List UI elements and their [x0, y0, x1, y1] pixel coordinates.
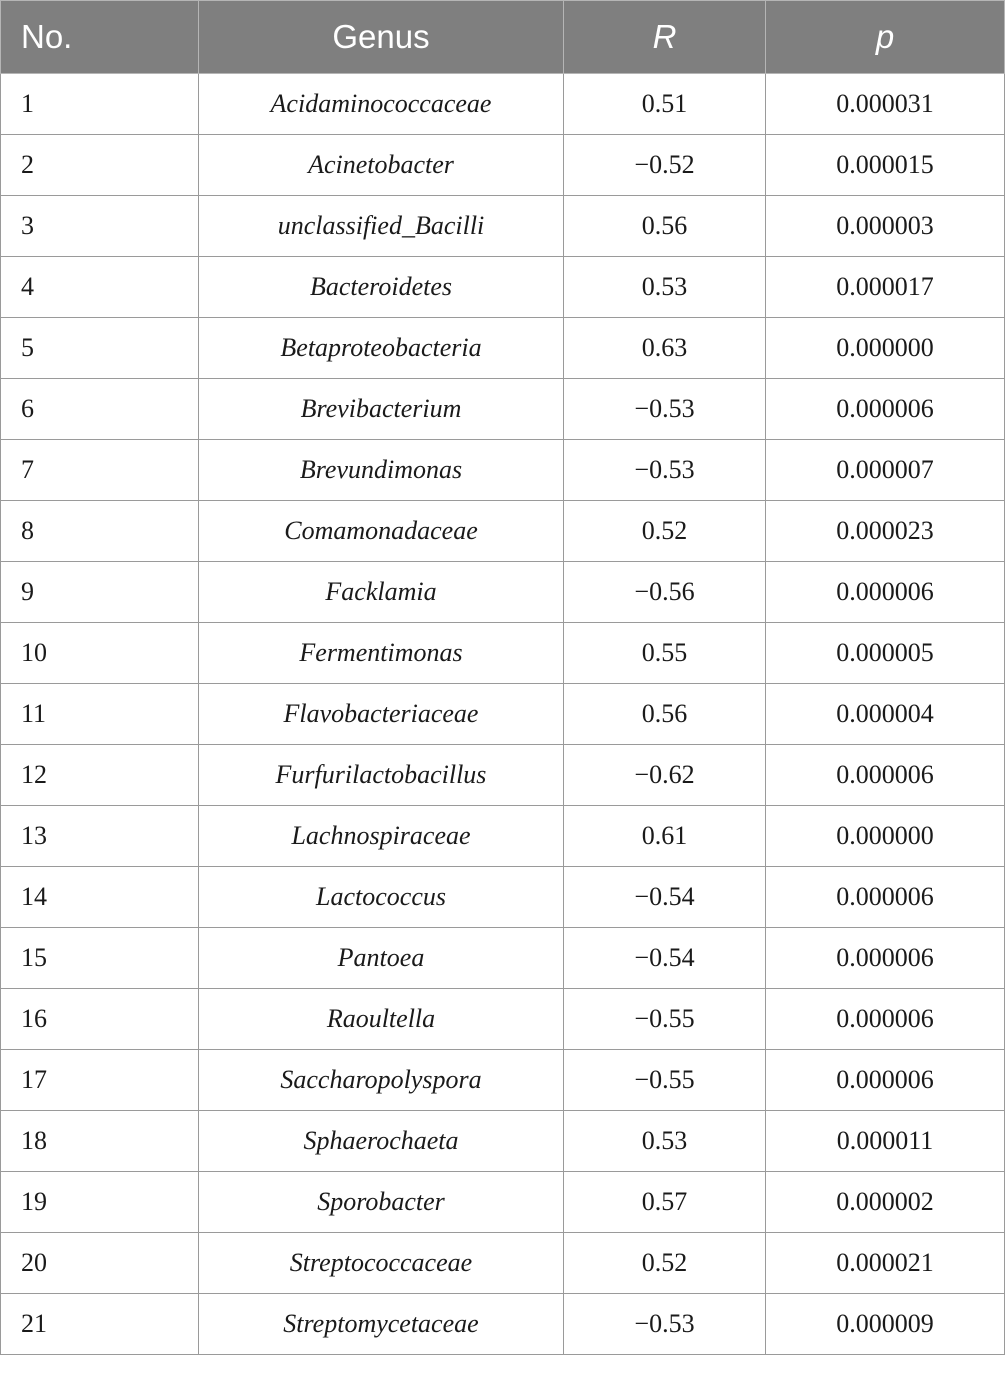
- p-value-cell: 0.000004: [766, 684, 1005, 745]
- header-genus: Genus: [199, 1, 564, 74]
- row-number-cell: 17: [1, 1050, 199, 1111]
- p-value-cell: 0.000006: [766, 379, 1005, 440]
- p-value-cell: 0.000006: [766, 989, 1005, 1050]
- genus-cell: Flavobacteriaceae: [199, 684, 564, 745]
- table-row: [1, 989, 1005, 1050]
- r-value-cell: 0.55: [564, 623, 766, 684]
- row-number-cell: 2: [1, 135, 199, 196]
- r-value-cell: 0.51: [564, 74, 766, 135]
- header-row: [1, 1, 1005, 74]
- p-value-cell: 0.000006: [766, 1050, 1005, 1111]
- genus-cell: Acidaminococcaceae: [199, 74, 564, 135]
- r-value-cell: −0.53: [564, 440, 766, 501]
- row-number-cell: 16: [1, 989, 199, 1050]
- table-row: [1, 562, 1005, 623]
- p-value-cell: 0.000021: [766, 1233, 1005, 1294]
- table-row: [1, 623, 1005, 684]
- row-number-cell: 5: [1, 318, 199, 379]
- r-value-cell: −0.54: [564, 867, 766, 928]
- row-number-cell: 18: [1, 1111, 199, 1172]
- row-number-cell: 11: [1, 684, 199, 745]
- r-value-cell: 0.53: [564, 257, 766, 318]
- r-value-cell: 0.61: [564, 806, 766, 867]
- table-row: [1, 196, 1005, 257]
- p-value-cell: 0.000003: [766, 196, 1005, 257]
- genus-cell: Bacteroidetes: [199, 257, 564, 318]
- table-row: [1, 135, 1005, 196]
- table-row: [1, 1050, 1005, 1111]
- genus-cell: Saccharopolyspora: [199, 1050, 564, 1111]
- table-row: [1, 257, 1005, 318]
- table-row: [1, 1172, 1005, 1233]
- table-row: [1, 74, 1005, 135]
- r-value-cell: 0.56: [564, 196, 766, 257]
- p-value-cell: 0.000000: [766, 318, 1005, 379]
- genus-cell: Brevundimonas: [199, 440, 564, 501]
- row-number-cell: 1: [1, 74, 199, 135]
- genus-cell: Fermentimonas: [199, 623, 564, 684]
- table-header: [1, 1, 1005, 74]
- header-r: R: [564, 1, 766, 74]
- genus-cell: Raoultella: [199, 989, 564, 1050]
- r-value-cell: −0.55: [564, 989, 766, 1050]
- p-value-cell: 0.000002: [766, 1172, 1005, 1233]
- row-number-cell: 6: [1, 379, 199, 440]
- p-value-cell: 0.000000: [766, 806, 1005, 867]
- genus-cell: Lachnospiraceae: [199, 806, 564, 867]
- p-value-cell: 0.000023: [766, 501, 1005, 562]
- genus-cell: Lactococcus: [199, 867, 564, 928]
- r-value-cell: 0.53: [564, 1111, 766, 1172]
- p-value-cell: 0.000006: [766, 928, 1005, 989]
- row-number-cell: 4: [1, 257, 199, 318]
- p-value-cell: 0.000009: [766, 1294, 1005, 1355]
- genus-cell: Furfurilactobacillus: [199, 745, 564, 806]
- p-value-cell: 0.000007: [766, 440, 1005, 501]
- r-value-cell: 0.57: [564, 1172, 766, 1233]
- row-number-cell: 3: [1, 196, 199, 257]
- p-value-cell: 0.000017: [766, 257, 1005, 318]
- row-number-cell: 14: [1, 867, 199, 928]
- genus-cell: Facklamia: [199, 562, 564, 623]
- row-number-cell: 12: [1, 745, 199, 806]
- row-number-cell: 20: [1, 1233, 199, 1294]
- header-p: p: [766, 1, 1005, 74]
- genus-cell: Pantoea: [199, 928, 564, 989]
- p-value-cell: 0.000006: [766, 867, 1005, 928]
- genus-cell: Acinetobacter: [199, 135, 564, 196]
- row-number-cell: 13: [1, 806, 199, 867]
- r-value-cell: 0.63: [564, 318, 766, 379]
- genus-cell: unclassified_Bacilli: [199, 196, 564, 257]
- r-value-cell: −0.62: [564, 745, 766, 806]
- table-row: [1, 1294, 1005, 1355]
- genus-cell: Comamonadaceae: [199, 501, 564, 562]
- row-number-cell: 7: [1, 440, 199, 501]
- r-value-cell: −0.52: [564, 135, 766, 196]
- table-row: [1, 867, 1005, 928]
- genus-cell: Betaproteobacteria: [199, 318, 564, 379]
- r-value-cell: 0.52: [564, 1233, 766, 1294]
- r-value-cell: 0.56: [564, 684, 766, 745]
- table-row: [1, 806, 1005, 867]
- r-value-cell: 0.52: [564, 501, 766, 562]
- table-row: [1, 684, 1005, 745]
- genus-cell: Sphaerochaeta: [199, 1111, 564, 1172]
- table-row: [1, 318, 1005, 379]
- row-number-cell: 21: [1, 1294, 199, 1355]
- row-number-cell: 10: [1, 623, 199, 684]
- genus-cell: Streptococcaceae: [199, 1233, 564, 1294]
- p-value-cell: 0.000031: [766, 74, 1005, 135]
- row-number-cell: 19: [1, 1172, 199, 1233]
- row-number-cell: 15: [1, 928, 199, 989]
- r-value-cell: −0.56: [564, 562, 766, 623]
- r-value-cell: −0.53: [564, 1294, 766, 1355]
- p-value-cell: 0.000006: [766, 745, 1005, 806]
- table-row: [1, 928, 1005, 989]
- header-no: No.: [1, 1, 199, 74]
- p-value-cell: 0.000005: [766, 623, 1005, 684]
- r-value-cell: −0.54: [564, 928, 766, 989]
- p-value-cell: 0.000011: [766, 1111, 1005, 1172]
- table-row: [1, 440, 1005, 501]
- table-row: [1, 745, 1005, 806]
- p-value-cell: 0.000015: [766, 135, 1005, 196]
- r-value-cell: −0.55: [564, 1050, 766, 1111]
- table-row: [1, 379, 1005, 440]
- genus-cell: Streptomycetaceae: [199, 1294, 564, 1355]
- row-number-cell: 9: [1, 562, 199, 623]
- genus-cell: Brevibacterium: [199, 379, 564, 440]
- table-row: [1, 1233, 1005, 1294]
- genus-cell: Sporobacter: [199, 1172, 564, 1233]
- p-value-cell: 0.000006: [766, 562, 1005, 623]
- r-value-cell: −0.53: [564, 379, 766, 440]
- table-row: [1, 1111, 1005, 1172]
- table-body: [1, 74, 1005, 1355]
- table-row: [1, 501, 1005, 562]
- row-number-cell: 8: [1, 501, 199, 562]
